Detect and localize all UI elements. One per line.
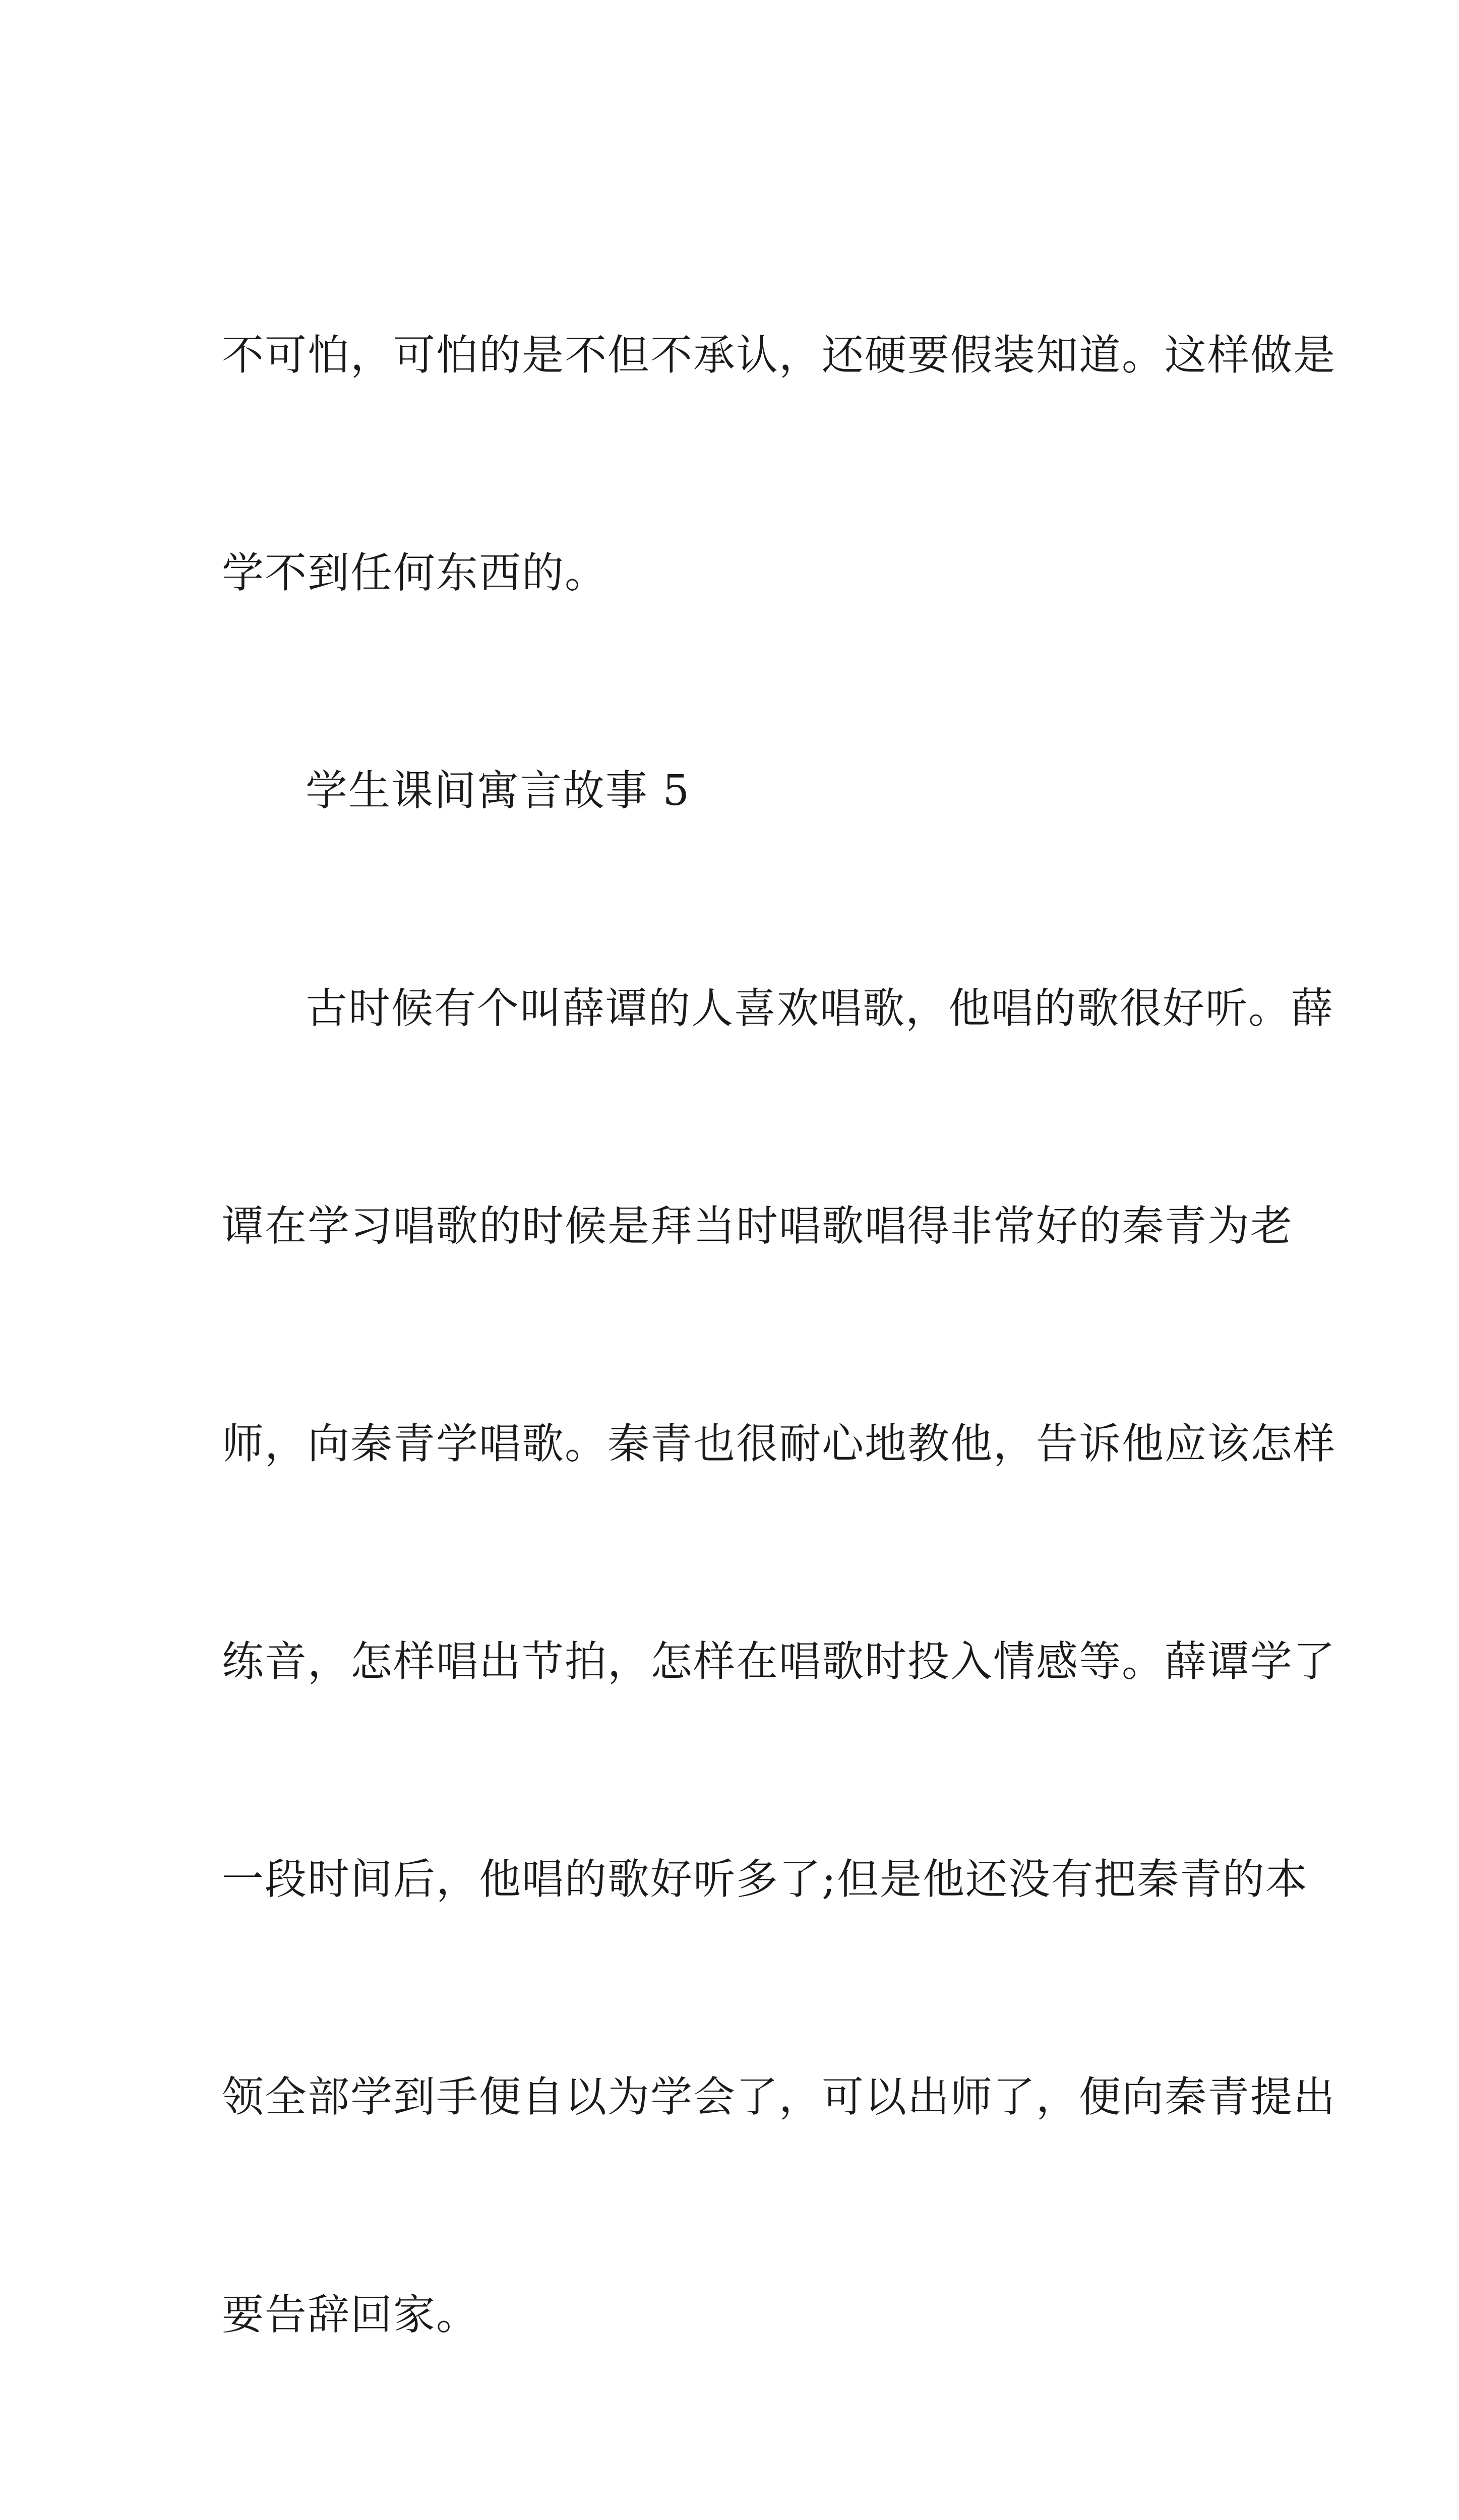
text-line: 师，向秦青学唱歌。秦青也很耐心地教他，告诉他应该怎样 — [222, 1419, 1336, 1468]
text-line: 要告辞回家。 — [222, 2290, 479, 2339]
text-line: 练音，怎样唱出节拍，怎样在唱歌时投入情感等。薛谭学了 — [222, 1637, 1336, 1686]
text-line: 学不到任何东西的。 — [222, 548, 607, 597]
text-line: 一段时间后，他唱的歌好听多了;但是他还没有把秦青的本 — [222, 1855, 1308, 1904]
document-body — [222, 174, 1336, 2520]
continuation-paragraph — [222, 174, 1336, 754]
text-line: 古时候有个叫薛谭的人喜欢唱歌，他唱的歌很好听。薛 — [306, 984, 1334, 1033]
section-heading: 学生课间寓言故事 5 — [306, 766, 691, 815]
story-paragraph-1 — [222, 827, 1336, 2496]
text-line: 谭在学习唱歌的时候是拜当时唱歌唱得非常好的秦青为老 — [222, 1202, 1293, 1250]
text-line: 不可怕，可怕的是不但不承认，还硬要假装知道。这样做是 — [222, 331, 1336, 380]
text-line: 领全部学到手便自以为学会了，可以出师了，便向秦青提出 — [222, 2072, 1336, 2121]
story-paragraph-2 — [222, 2510, 1245, 2520]
paragraph-spacer — [222, 2496, 1245, 2510]
